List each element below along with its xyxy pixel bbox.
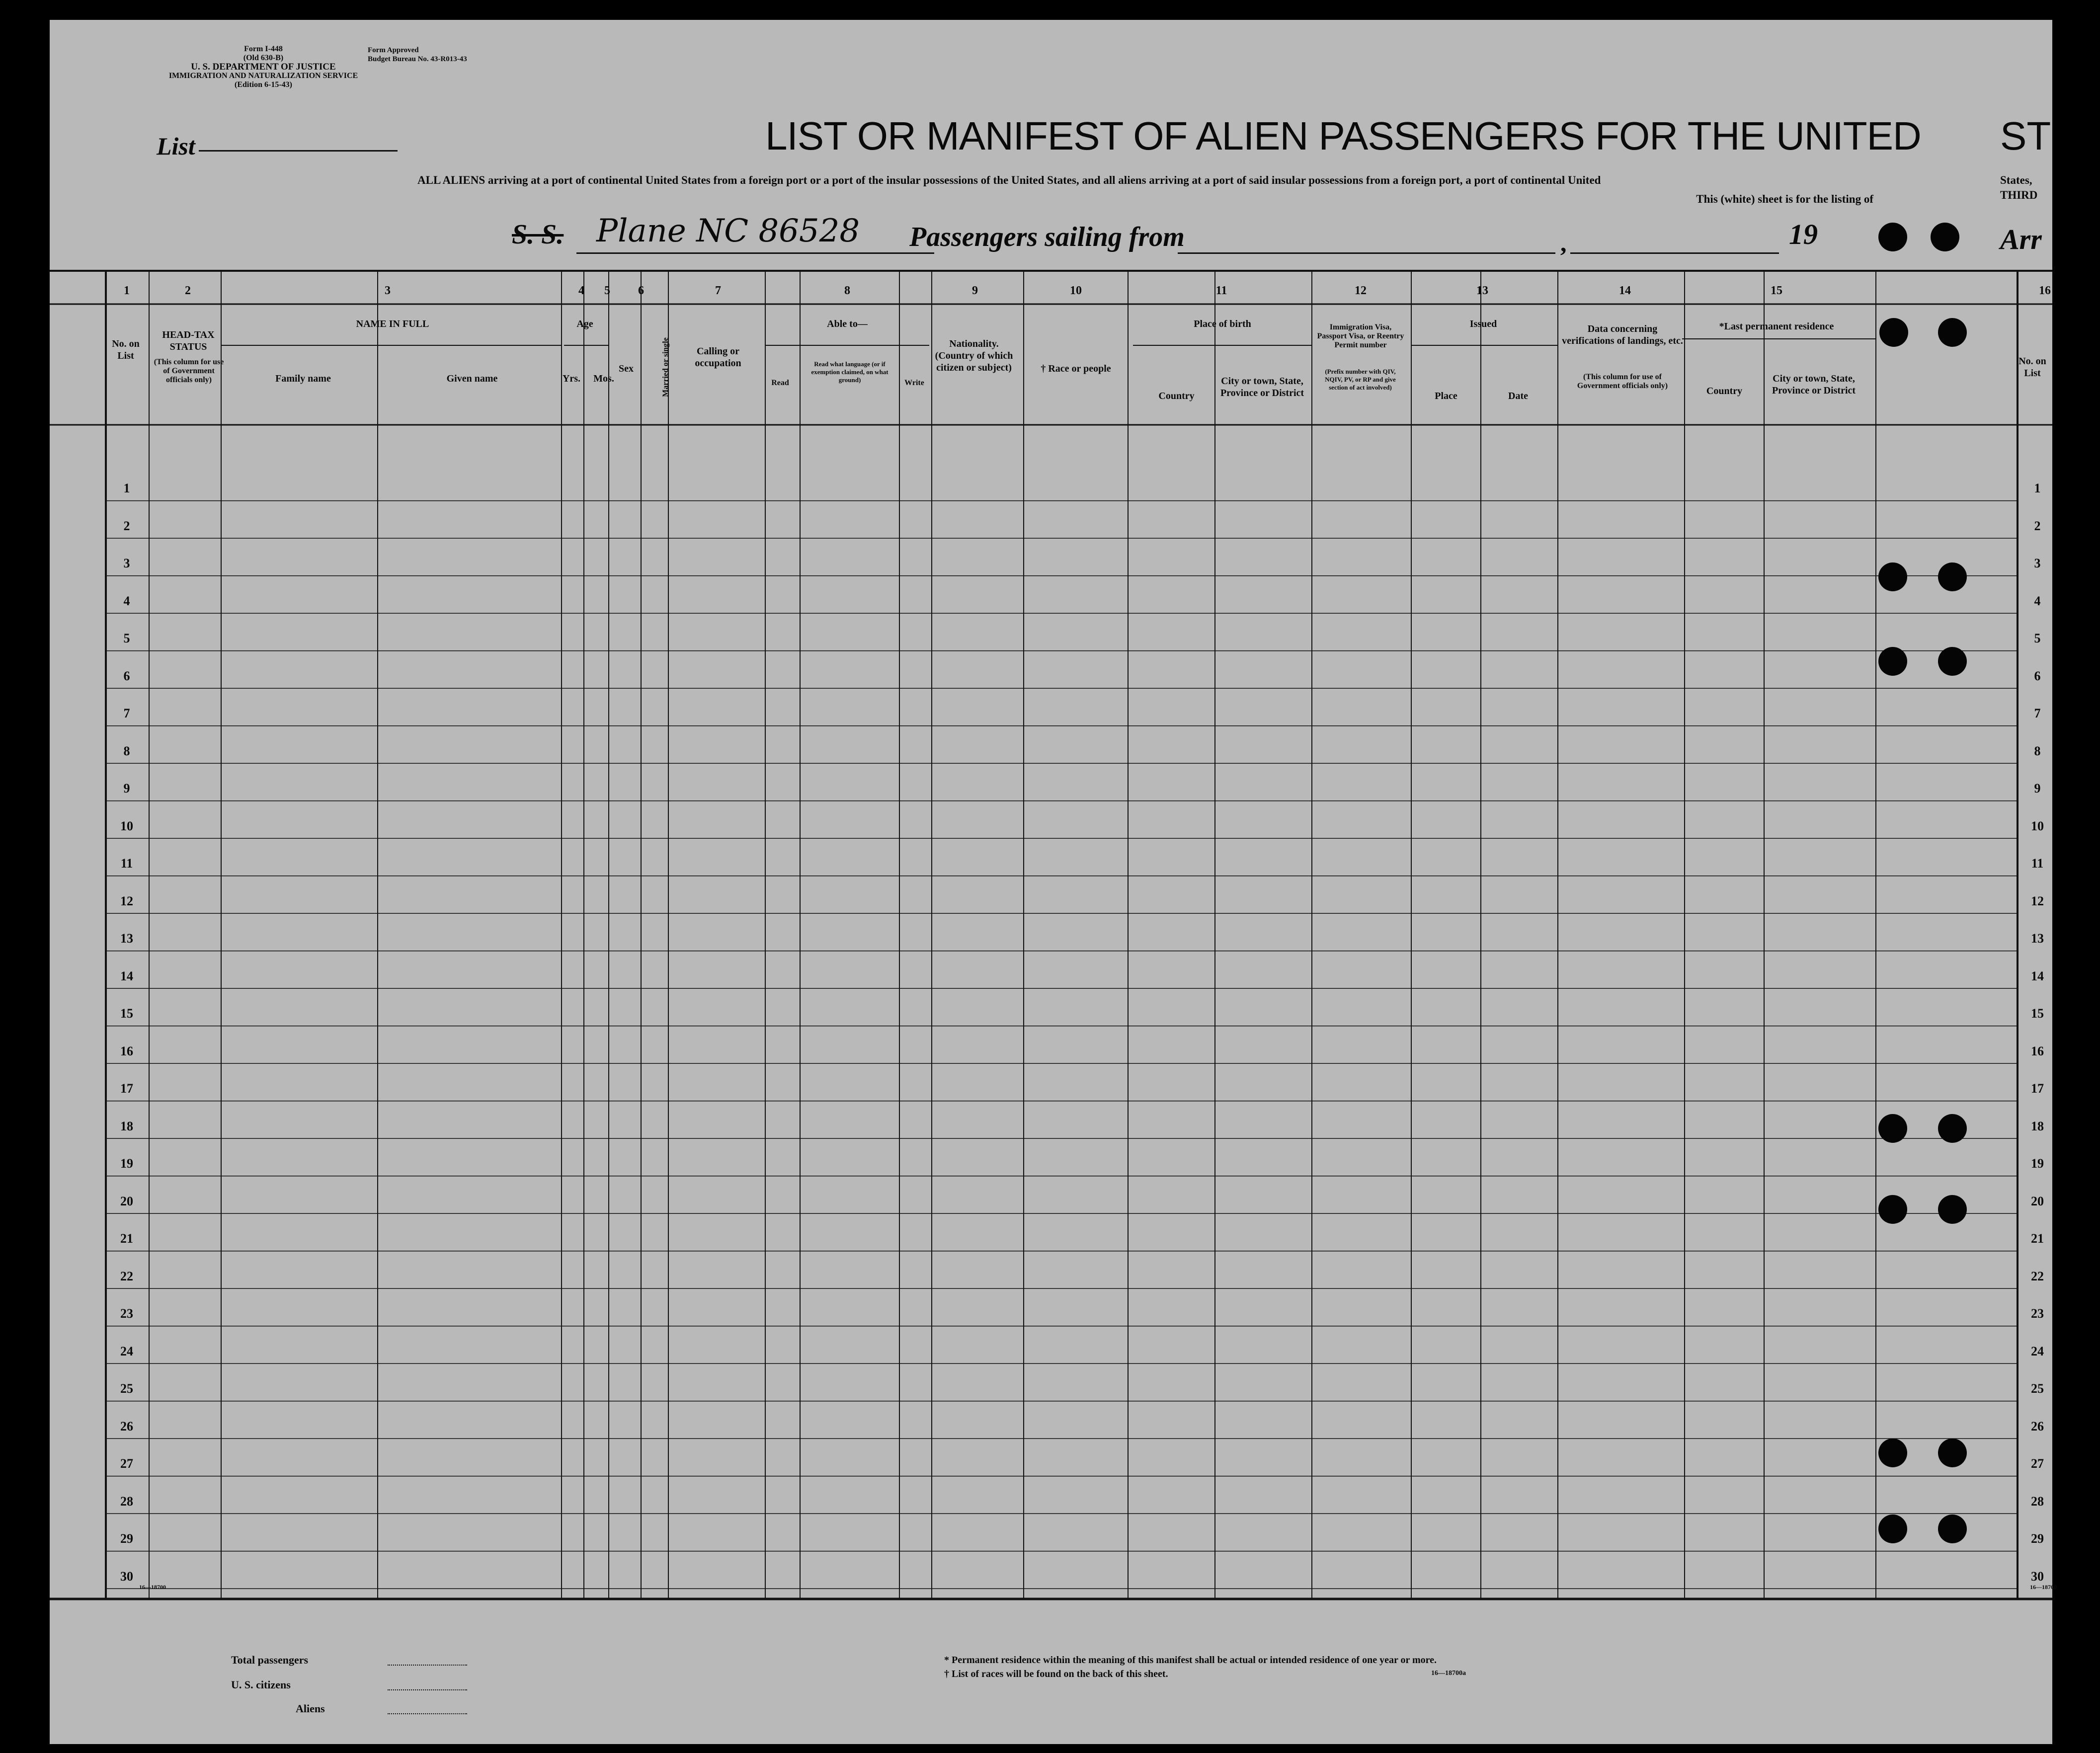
form-number: Form I-448 xyxy=(244,45,283,53)
column-number-5: 5 xyxy=(604,284,610,297)
column-number-7: 7 xyxy=(715,284,721,297)
row-number-right: 5 xyxy=(2034,631,2041,645)
header-issued: Issued xyxy=(1469,319,1497,329)
row-number-left: 20 xyxy=(120,1194,133,1208)
column-number-6: 6 xyxy=(638,284,644,297)
column-number-3: 3 xyxy=(385,284,391,297)
row-number-left: 14 xyxy=(120,968,133,983)
row-number-left: 10 xyxy=(120,818,133,833)
column-number-11: 11 xyxy=(1215,284,1227,297)
row-number-right: 30 xyxy=(2031,1569,2044,1584)
row-number-right: 1 xyxy=(2034,481,2041,495)
left-margin-code: 16—18700 xyxy=(139,1584,166,1591)
header-data-note: (This column for use of Government officials only) xyxy=(1577,373,1668,390)
ss-label: S. S. xyxy=(512,219,564,250)
department-name: U. S. DEPARTMENT OF JUSTICE xyxy=(191,62,336,72)
row-number-left: 30 xyxy=(120,1569,133,1584)
row-number-right: 15 xyxy=(2031,1006,2044,1021)
header-age-months: Mos. xyxy=(593,373,614,384)
row-number-left: 15 xyxy=(120,1006,133,1021)
row-number-right: 29 xyxy=(2031,1531,2044,1546)
punch-hole xyxy=(1878,1514,1907,1543)
row-number-left: 26 xyxy=(120,1419,133,1434)
ship-name-handwritten: Plane NC 86528 xyxy=(596,213,860,249)
column-number-15: 15 xyxy=(1771,284,1782,297)
column-number-4: 4 xyxy=(578,284,584,297)
header-able-to: Able to— xyxy=(827,319,868,329)
row-number-right: 2 xyxy=(2034,518,2041,533)
row-number-left: 7 xyxy=(123,706,130,720)
year-prefix: 19 xyxy=(1789,218,1818,250)
header-birth-country: Country xyxy=(1158,391,1195,401)
row-number-right: 16 xyxy=(2031,1043,2044,1058)
row-number-left: 19 xyxy=(120,1156,133,1171)
arriving-label: Arr xyxy=(2000,223,2042,255)
punch-hole xyxy=(1931,223,1959,251)
punch-hole xyxy=(1878,1438,1907,1467)
row-number-left: 25 xyxy=(120,1381,133,1396)
us-citizens-line xyxy=(388,1689,467,1690)
right-margin-code: 16—18700 xyxy=(2030,1584,2057,1591)
row-number-left: 11 xyxy=(120,856,133,871)
header-read: Read xyxy=(771,379,789,387)
punch-hole xyxy=(1878,647,1907,676)
aliens-label: Aliens xyxy=(296,1702,325,1715)
row-number-right: 23 xyxy=(2031,1306,2044,1321)
row-number-left: 16 xyxy=(120,1043,133,1058)
column-number-16: 16 xyxy=(2039,284,2051,297)
row-number-left: 27 xyxy=(120,1456,133,1471)
column-number-14: 14 xyxy=(1619,284,1631,297)
punch-hole xyxy=(1878,1114,1907,1143)
row-number-left: 2 xyxy=(123,518,130,533)
row-number-right: 11 xyxy=(2031,856,2044,871)
header-write: Write xyxy=(904,379,924,387)
footnote-permanent-residence: * Permanent residence within the meaning of this manifest shall be actual or intended residence of one year or more. xyxy=(944,1655,1437,1666)
header-no-on-list-right: No. on List xyxy=(2019,356,2046,379)
punch-hole xyxy=(1938,562,1967,591)
row-number-right: 4 xyxy=(2034,593,2041,608)
aliens-line xyxy=(388,1713,467,1714)
header-issued-date: Date xyxy=(1508,391,1528,401)
header-race-or-people: † Race or people xyxy=(1041,363,1111,374)
row-number-right: 10 xyxy=(2031,818,2044,833)
row-number-right: 8 xyxy=(2034,743,2041,758)
row-number-right: 3 xyxy=(2034,556,2041,570)
column-number-13: 13 xyxy=(1476,284,1488,297)
row-number-right: 7 xyxy=(2034,706,2041,720)
instructions-line: ALL ALIENS arriving at a port of continental United States from a foreign port or a port of the insular possessions of the United States, and all aliens arriving at a port of said insular possessions from a foreign port, a port of continental United xyxy=(417,174,1601,186)
column-number-10: 10 xyxy=(1070,284,1082,297)
punch-hole xyxy=(1938,318,1967,347)
row-number-left: 12 xyxy=(120,893,133,908)
row-number-right: 21 xyxy=(2031,1231,2044,1246)
sailing-comma: , xyxy=(1560,229,1567,257)
punch-hole xyxy=(1938,1438,1967,1467)
punch-hole xyxy=(1878,1195,1907,1224)
row-number-left: 23 xyxy=(120,1306,133,1321)
header-name-in-full: NAME IN FULL xyxy=(356,319,429,329)
header-visa-number: Immigration Visa, Passport Visa, or Reentry Permit number xyxy=(1317,323,1404,349)
punch-hole xyxy=(1938,647,1967,676)
row-number-right: 18 xyxy=(2031,1118,2044,1133)
header-sex: Sex xyxy=(619,363,634,374)
budget-bureau-number: Budget Bureau No. 43-R013-43 xyxy=(368,55,467,63)
row-number-right: 9 xyxy=(2034,781,2041,796)
header-head-tax-status: HEAD-TAX STATUS xyxy=(162,329,215,352)
punch-hole xyxy=(1879,318,1908,347)
header-read-language: Read what language (or if exemption claimed, on what ground) xyxy=(811,360,888,384)
page-title-continuation: ST xyxy=(2000,114,2051,158)
row-number-left: 29 xyxy=(120,1531,133,1546)
column-number-8: 8 xyxy=(844,284,850,297)
row-number-left: 3 xyxy=(123,556,130,570)
row-number-left: 4 xyxy=(123,593,130,608)
row-number-right: 28 xyxy=(2031,1494,2044,1509)
header-calling-occupation: Calling or occupation xyxy=(695,346,741,369)
row-number-left: 21 xyxy=(120,1231,133,1246)
sailing-from-label: Passengers sailing from xyxy=(909,222,1185,252)
header-place-of-birth: Place of birth xyxy=(1194,319,1251,329)
header-data-concerning: Data concerning verifications of landings, etc. xyxy=(1562,323,1683,346)
row-number-right: 27 xyxy=(2031,1456,2044,1471)
punch-hole xyxy=(1878,562,1907,591)
row-number-right: 6 xyxy=(2034,668,2041,683)
form-approved-label: Form Approved xyxy=(368,46,419,54)
header-given-name: Given name xyxy=(446,373,498,384)
row-number-left: 6 xyxy=(123,668,130,683)
footer-form-code: 16—18700a xyxy=(1431,1670,1466,1677)
header-married-or-single: Married or single xyxy=(661,337,670,397)
header-residence-city: City or town, State, Province or District xyxy=(1772,373,1856,396)
header-issued-place: Place xyxy=(1435,391,1457,401)
header-age-years: Yrs. xyxy=(562,373,581,384)
manifest-grid xyxy=(50,20,2052,1744)
list-label: List xyxy=(157,132,195,160)
total-passengers-label: Total passengers xyxy=(231,1654,309,1666)
row-number-left: 5 xyxy=(123,631,130,645)
header-family-name: Family name xyxy=(275,373,331,384)
sheet-note: This (white) sheet is for the listing of xyxy=(1696,193,1873,205)
header-nationality: Nationality. (Country of which citizen or subject) xyxy=(935,338,1013,373)
row-number-right: 14 xyxy=(2031,968,2044,983)
row-number-left: 13 xyxy=(120,931,133,946)
us-citizens-label: U. S. citizens xyxy=(231,1678,291,1691)
column-number-12: 12 xyxy=(1355,284,1367,297)
header-no-on-list: No. on List xyxy=(112,338,140,361)
row-number-left: 17 xyxy=(120,1081,133,1096)
instructions-continuation-1: States, xyxy=(2000,174,2032,186)
row-number-left: 22 xyxy=(120,1269,133,1283)
column-number-2: 2 xyxy=(185,284,191,297)
column-number-9: 9 xyxy=(972,284,978,297)
row-number-right: 20 xyxy=(2031,1194,2044,1208)
total-passengers-line xyxy=(388,1665,467,1666)
header-visa-note: (Prefix number with QIV, NQIV, PV, or RP and give section of act involved) xyxy=(1325,368,1396,391)
row-number-right: 24 xyxy=(2031,1344,2044,1358)
header-last-permanent-residence: *Last permanent residence xyxy=(1719,321,1834,332)
row-number-left: 9 xyxy=(123,781,130,796)
row-number-left: 8 xyxy=(123,743,130,758)
service-name: IMMIGRATION AND NATURALIZATION SERVICE xyxy=(168,72,358,80)
row-number-left: 24 xyxy=(120,1344,133,1358)
row-number-right: 12 xyxy=(2031,893,2044,908)
header-age: Age xyxy=(576,319,593,329)
manifest-sheet xyxy=(50,20,2057,1744)
header-residence-country: Country xyxy=(1706,386,1743,397)
row-number-left: 1 xyxy=(123,481,130,495)
page-title: LIST OR MANIFEST OF ALIEN PASSENGERS FOR THE UNITED xyxy=(765,114,1921,158)
row-number-right: 19 xyxy=(2031,1156,2044,1171)
row-number-left: 18 xyxy=(120,1118,133,1133)
instructions-continuation-2: THIRD xyxy=(2000,189,2038,201)
row-number-right: 17 xyxy=(2031,1081,2044,1096)
punch-hole xyxy=(1938,1514,1967,1543)
row-number-right: 25 xyxy=(2031,1381,2044,1396)
row-number-right: 26 xyxy=(2031,1419,2044,1434)
form-old-number: (Old 630-B) xyxy=(243,54,284,62)
row-number-right: 13 xyxy=(2031,931,2044,946)
form-edition: (Edition 6-15-43) xyxy=(235,80,292,89)
punch-hole xyxy=(1938,1195,1967,1224)
header-head-tax-note: (This column for use of Government officials only) xyxy=(154,358,224,384)
row-number-left: 28 xyxy=(120,1494,133,1509)
footnote-list-of-races: † List of races will be found on the back of this sheet. xyxy=(944,1669,1168,1679)
punch-hole xyxy=(1878,223,1907,251)
header-birth-city: City or town, State, Province or District xyxy=(1220,376,1304,398)
punch-hole xyxy=(1938,1114,1967,1143)
row-number-right: 22 xyxy=(2031,1269,2044,1283)
column-number-1: 1 xyxy=(124,284,130,297)
